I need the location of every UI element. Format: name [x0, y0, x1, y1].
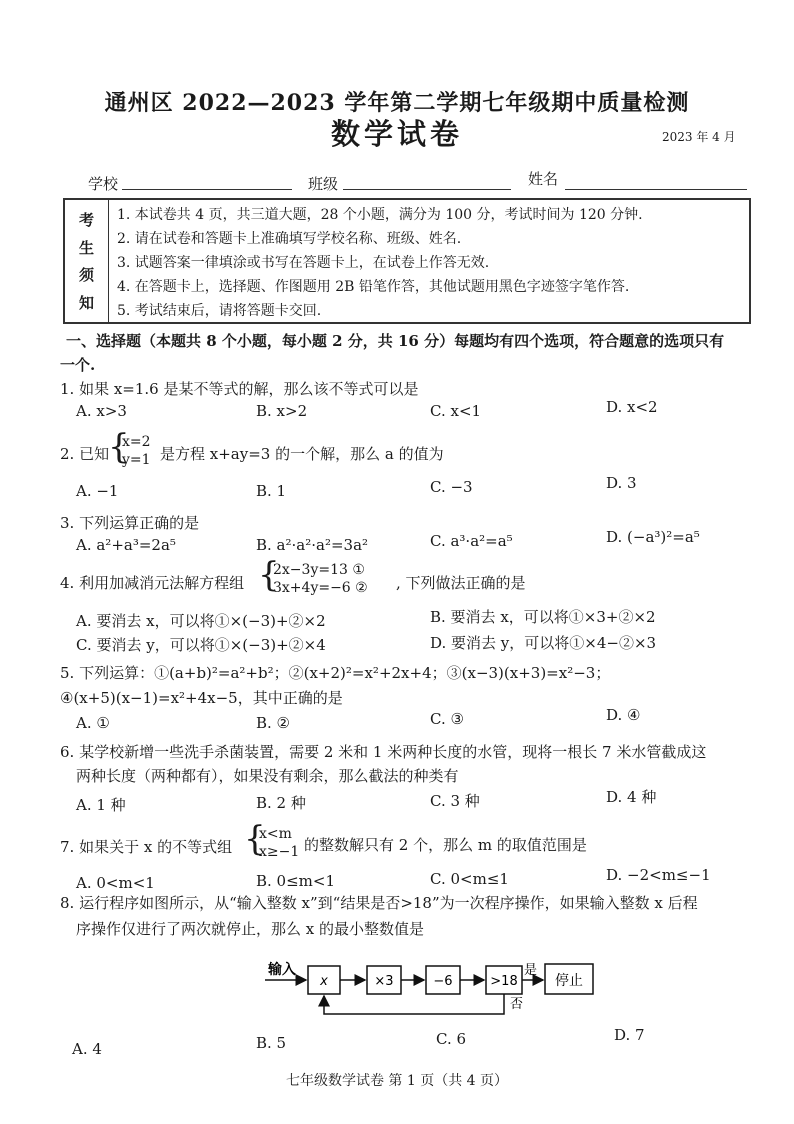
q7-option-c[interactable]: C. 0<m≤1 — [430, 870, 509, 888]
q6-option-d[interactable]: D. 4 种 — [606, 788, 657, 806]
q7-ineq2: x≥−1 — [259, 844, 300, 860]
q3-option-c[interactable]: C. a³·a²=a⁵ — [430, 532, 513, 550]
q1-option-c[interactable]: C. x<1 — [430, 402, 482, 420]
q7-system — [259, 825, 299, 861]
note-line: 3. 试题答案一律填涂或书写在答题卡上，在试卷上作答无效. — [117, 255, 490, 271]
q4-brace: { — [258, 555, 280, 595]
q6-stem-line1: 6. 某学校新增一些洗手杀菌装置，需要 2 米和 1 米两种长度的水管，现将一根长 7 米水管截成这 — [60, 743, 707, 761]
exam-subtitle: 数学试卷 — [330, 117, 463, 151]
q1-stem: 1. 如果 x=1.6 是某不等式的解，那么该不等式可以是 — [60, 380, 419, 398]
flow-box-minus6-text: −6 — [433, 974, 453, 989]
q8-option-a[interactable]: A. 4 — [72, 1040, 102, 1058]
q6-stem-line2: 两种长度（两种都有），如果没有剩余，那么截法的种类有 — [76, 767, 459, 785]
q2-stem-post: 是方程 x+ay=3 的一个解，那么 a 的值为 — [160, 445, 444, 463]
q7-ineq1: x<m — [259, 826, 292, 842]
q7-option-d[interactable]: D. −2<m≤−1 — [606, 866, 711, 884]
field-name-label: 姓名 — [528, 170, 559, 188]
note-line: 4. 在答题卡上，选择题、作图题用 2B 铅笔作答，其他试题用黑色字迹签字笔作答. — [117, 279, 630, 295]
q8-option-b[interactable]: B. 5 — [256, 1034, 287, 1052]
notes-label-char: 知 — [78, 293, 94, 312]
section1-heading-cont: 一个. — [60, 356, 96, 374]
q2-option-d[interactable]: D. 3 — [606, 474, 637, 492]
q5-stem-line1: 5. 下列运算：①(a+b)²=a²+b²；②(x+2)²=x²+2x+4；③(x−3)(x+3)=x²−3； — [60, 664, 611, 682]
note-line: 2. 请在试卷和答题卡上准确填写学校名称、班级、姓名. — [117, 231, 462, 247]
q1-option-b[interactable]: B. x>2 — [256, 402, 308, 420]
program-flowchart — [250, 950, 610, 1030]
note-line: 1. 本试卷共 4 页，共三道大题，28 个小题，满分为 100 分，考试时间为 120 分钟. — [117, 207, 643, 223]
field-school-line[interactable] — [122, 189, 292, 190]
q2-brace: { — [108, 427, 130, 467]
q5-option-a[interactable]: A. ① — [76, 714, 110, 732]
q6-option-b[interactable]: B. 2 种 — [256, 794, 306, 812]
q3-option-b[interactable]: B. a²·a²·a²=3a² — [256, 536, 369, 554]
notes-label-char: 须 — [78, 266, 94, 285]
page-footer: 七年级数学试卷 第 1 页（共 4 页） — [285, 1073, 509, 1089]
q8-option-c[interactable]: C. 6 — [436, 1030, 467, 1048]
flow-loop-arrow — [324, 994, 504, 1014]
q7-option-b[interactable]: B. 0≤m<1 — [256, 872, 336, 890]
q7-option-a[interactable]: A. 0<m<1 — [76, 874, 155, 892]
q6-option-c[interactable]: C. 3 种 — [430, 792, 480, 810]
field-class-label: 班级 — [308, 175, 339, 193]
q3-stem: 3. 下列运算正确的是 — [60, 514, 200, 532]
q2-eq2: y=1 — [122, 452, 151, 468]
q2-eq1: x=2 — [122, 434, 151, 450]
flow-yes-label: 是 — [524, 963, 538, 978]
q4-option-a[interactable]: A. 要消去 x，可以将①×(−3)+②×2 — [76, 612, 326, 630]
q1-option-a[interactable]: A. x>3 — [76, 402, 127, 420]
q4-stem-post: , 下列做法正确的是 — [396, 574, 526, 592]
flow-box-stop-text: 停止 — [555, 973, 583, 989]
q5-option-c[interactable]: C. ③ — [430, 710, 464, 728]
exam-notes-box — [63, 198, 751, 324]
q3-option-a[interactable]: A. a²+a³=2a⁵ — [76, 536, 176, 554]
q4-eq1: 2x−3y=13 ① — [273, 562, 365, 578]
field-school-label: 学校 — [88, 175, 119, 193]
field-name-line[interactable] — [565, 189, 747, 190]
q4-option-d[interactable]: D. 要消去 y，可以将①×4−②×3 — [430, 634, 657, 652]
q7-stem-post: 的整数解只有 2 个，那么 m 的取值范围是 — [304, 836, 587, 854]
note-line: 5. 考试结束后，请将答题卡交回. — [117, 303, 322, 319]
q2-option-c[interactable]: C. −3 — [430, 478, 473, 496]
flow-input-label: 输入 — [268, 962, 296, 978]
q4-option-b[interactable]: B. 要消去 x，可以将①×3+②×2 — [430, 608, 656, 626]
q2-option-a[interactable]: A. −1 — [76, 482, 119, 500]
q6-option-a[interactable]: A. 1 种 — [76, 796, 126, 814]
q2-system — [122, 433, 151, 469]
exam-title: 通州区 2022—2023 学年第二学期七年级期中质量检测 — [104, 90, 690, 116]
q1-option-d[interactable]: D. x<2 — [606, 398, 658, 416]
q5-option-d[interactable]: D. ④ — [606, 706, 641, 724]
q8-stem-line2: 序操作仅进行了两次就停止，那么 x 的最小整数值是 — [76, 920, 424, 938]
q4-stem-pre: 4. 利用加减消元法解方程组 — [60, 574, 245, 592]
q2-option-b[interactable]: B. 1 — [256, 482, 287, 500]
q8-stem-line1: 8. 运行程序如图所示，从“输入整数 x”到“结果是否>18”为一次程序操作，如果输入整数 x 后程 — [60, 894, 698, 912]
q5-option-b[interactable]: B. ② — [256, 714, 291, 732]
flow-box-compare-text: >18 — [490, 974, 518, 989]
field-class-line[interactable] — [343, 189, 511, 190]
flow-box-x-text: x — [320, 974, 328, 989]
q2-stem-pre: 2. 已知 — [60, 445, 110, 463]
q7-stem-pre: 7. 如果关于 x 的不等式组 — [60, 838, 233, 856]
q4-eq2: 3x+4y=−6 ② — [273, 580, 368, 596]
q3-option-d[interactable]: D. (−a³)²=a⁵ — [606, 528, 700, 546]
q7-brace: { — [244, 819, 266, 859]
notes-label-char: 考 — [78, 211, 94, 230]
flow-no-label: 否 — [510, 997, 524, 1012]
q4-option-c[interactable]: C. 要消去 y，可以将①×(−3)+②×4 — [76, 636, 326, 654]
notes-label — [65, 200, 109, 322]
q5-stem-line2: ④(x+5)(x−1)=x²+4x−5，其中正确的是 — [60, 689, 343, 707]
q8-option-d[interactable]: D. 7 — [614, 1026, 645, 1044]
q4-system — [273, 561, 368, 597]
section1-heading: 一、选择题（本题共 8 个小题，每小题 2 分，共 16 分）每题均有四个选项，符合题意的选项只有 — [66, 332, 725, 350]
exam-date: 2023 年 4 月 — [662, 130, 736, 144]
flow-box-times3-text: ×3 — [374, 974, 394, 989]
notes-label-char: 生 — [78, 238, 94, 257]
